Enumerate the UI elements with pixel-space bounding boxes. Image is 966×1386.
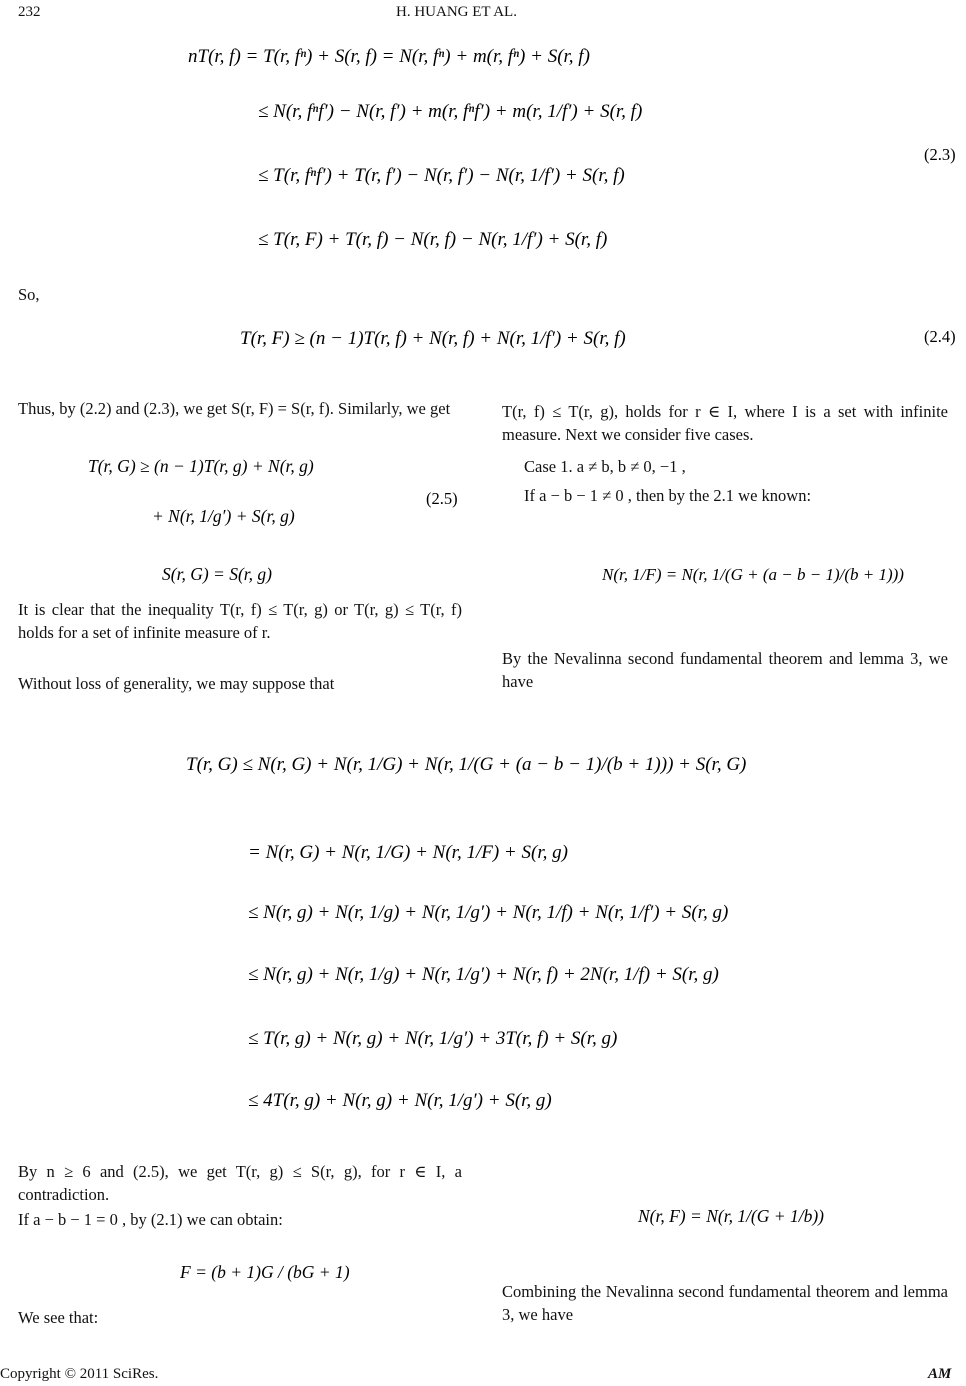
right-paragraph-3: By the Nevalinna second fundamental theorem and lemma 3, we have bbox=[502, 649, 948, 692]
big-eq-line-3: ≤ N(r, g) + N(r, 1/g) + N(r, 1/g′) + N(r, 1/f) + N(r, 1/f′) + S(r, g) bbox=[248, 902, 729, 923]
eq-2-5-line-3: S(r, G) = S(r, g) bbox=[162, 564, 272, 584]
eq-2-3-line-4: ≤ T(r, F) + T(r, f) − N(r, f) − N(r, 1/f′) + S(r, f) bbox=[258, 229, 608, 250]
big-eq-line-6: ≤ 4T(r, g) + N(r, g) + N(r, 1/g′) + S(r, g) bbox=[248, 1090, 552, 1111]
page-number: 232 bbox=[18, 4, 41, 20]
eq-2-3-line-3: ≤ T(r, fⁿf′) + T(r, f′) − N(r, f′) − N(r, 1/f′) + S(r, f) bbox=[258, 165, 625, 186]
left-paragraph-1: Thus, by (2.2) and (2.3), we get S(r, F) = S(r, f). Similarly, we get bbox=[18, 399, 451, 418]
bottom-left-paragraph-1: By n ≥ 6 and (2.5), we get T(r, g) ≤ S(r, g), for r ∈ I, a contradiction. bbox=[18, 1162, 462, 1205]
footer-journal: AM bbox=[928, 1366, 952, 1382]
eq-2-5-line-2: + N(r, 1/g′) + S(r, g) bbox=[152, 506, 295, 526]
left-paragraph-2: It is clear that the inequality T(r, f) ≤ T(r, g) or T(r, g) ≤ T(r, f) holds for a set of infinite measure of r. bbox=[18, 600, 462, 643]
bottom-left-paragraph-3: We see that: bbox=[18, 1308, 99, 1327]
eq-F-fraction: F = (b + 1)G / (bG + 1) bbox=[180, 1262, 350, 1282]
eq-2-5-line-1: T(r, G) ≥ (n − 1)T(r, g) + N(r, g) bbox=[88, 456, 314, 476]
eq-2-5-number: (2.5) bbox=[426, 489, 458, 508]
right-paragraph-1: T(r, f) ≤ T(r, g), holds for r ∈ I, where I is a set with infinite measure. Next we consider five cases. bbox=[502, 402, 948, 445]
eq-2-4-number: (2.4) bbox=[924, 327, 956, 346]
running-title: H. HUANG ET AL. bbox=[396, 4, 517, 20]
bottom-left-paragraph-2: If a − b − 1 = 0 , by (2.1) we can obtain: bbox=[18, 1210, 283, 1229]
bottom-right-paragraph-1: Combining the Nevalinna second fundamental theorem and lemma 3, we have bbox=[502, 1282, 948, 1325]
eq-2-3-line-1: nT(r, f) = T(r, fⁿ) + S(r, f) = N(r, fⁿ) + m(r, fⁿ) + S(r, f) bbox=[188, 46, 590, 67]
eq-2-4: T(r, F) ≥ (n − 1)T(r, f) + N(r, f) + N(r, 1/f′) + S(r, f) bbox=[240, 328, 626, 349]
big-eq-line-2: = N(r, G) + N(r, 1/G) + N(r, 1/F) + S(r, g) bbox=[248, 842, 568, 863]
big-eq-line-5: ≤ T(r, g) + N(r, g) + N(r, 1/g′) + 3T(r, f) + S(r, g) bbox=[248, 1028, 618, 1049]
case-1: Case 1. a ≠ b, b ≠ 0, −1 , bbox=[524, 457, 686, 476]
footer-copyright: Copyright © 2011 SciRes. bbox=[0, 1366, 159, 1382]
eq-N-1-over-F: N(r, 1/F) = N(r, 1/(G + (a − b − 1)/(b + 1))) bbox=[602, 565, 904, 584]
right-paragraph-2: If a − b − 1 ≠ 0 , then by the 2.1 we known: bbox=[524, 486, 812, 505]
big-equation bbox=[186, 754, 746, 1111]
big-eq-line-1: T(r, G) ≤ N(r, G) + N(r, 1/G) + N(r, 1/(G + (a − b − 1)/(b + 1))) + S(r, G) bbox=[186, 754, 747, 775]
eq-2-3-number: (2.3) bbox=[924, 145, 956, 164]
text-so: So, bbox=[18, 285, 40, 304]
left-paragraph-3: Without loss of generality, we may suppose that bbox=[18, 674, 335, 693]
big-eq-line-4: ≤ N(r, g) + N(r, 1/g) + N(r, 1/g′) + N(r, f) + 2N(r, 1/f) + S(r, g) bbox=[248, 964, 719, 985]
equation-2-3 bbox=[188, 46, 642, 250]
eq-2-3-line-2: ≤ N(r, fⁿf′) − N(r, f′) + m(r, fⁿf′) + m(r, 1/f′) + S(r, f) bbox=[258, 101, 643, 122]
eq-N-r-F: N(r, F) = N(r, 1/(G + 1/b)) bbox=[638, 1206, 824, 1226]
